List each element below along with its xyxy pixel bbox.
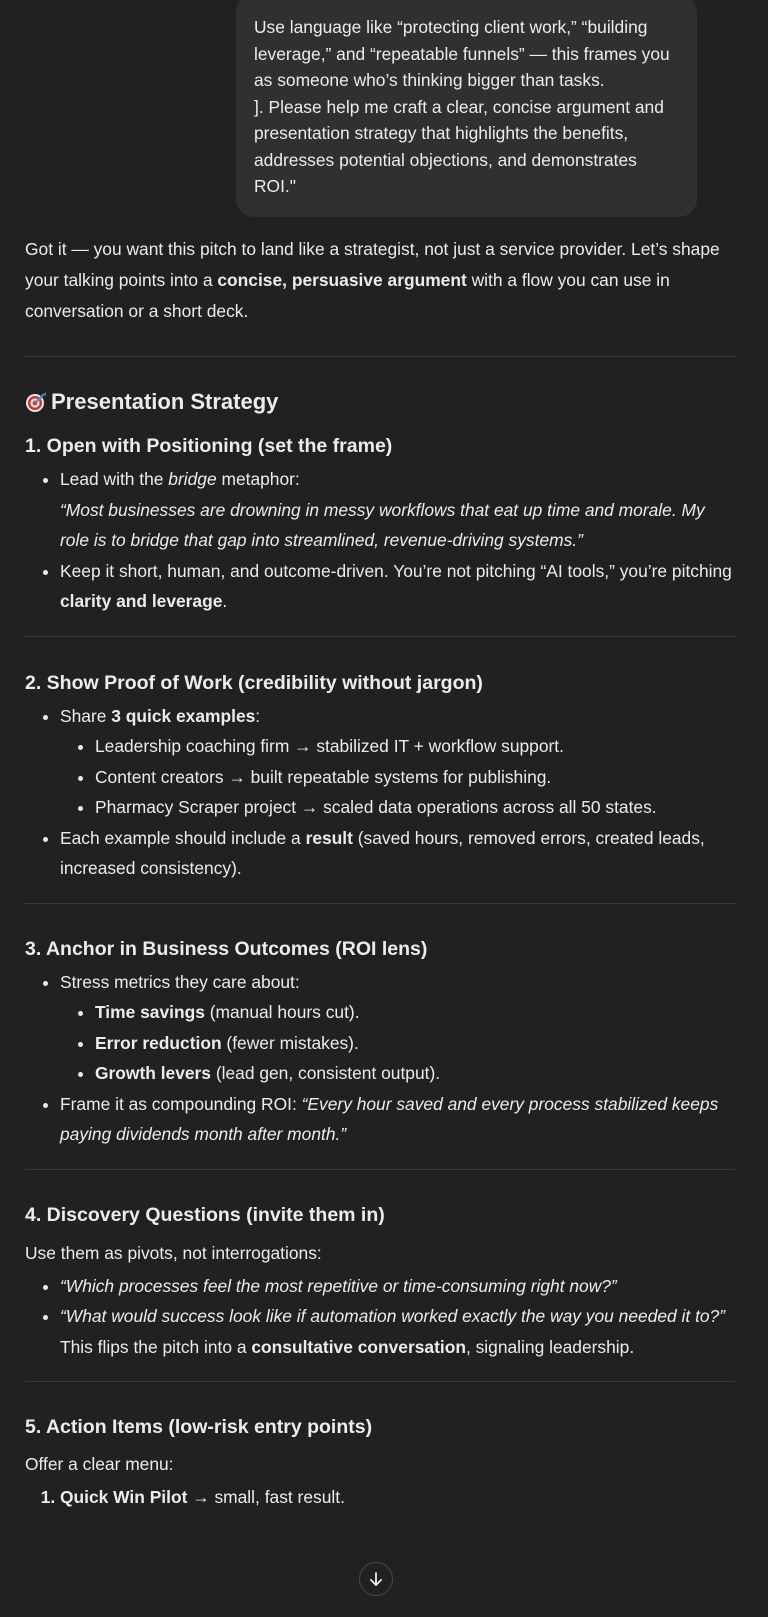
section-4-lead: Use them as pivots, not interrogations:: [25, 1242, 322, 1263]
divider: [25, 356, 735, 357]
section-3-list: [25, 967, 735, 1150]
arrow-down-icon: [367, 1570, 385, 1588]
section-4-heading: 4. Discovery Questions (invite them in): [25, 1203, 385, 1226]
section-4-list: [25, 1271, 735, 1363]
list-item: • Stress metrics they care about: • Time savings (manual hours cut). • Error reduction (fewer mistakes). • Growth levers (lead gen, consistent output).: [60, 967, 735, 1089]
example-item: • Pharmacy Scraper project → scaled data operations across all 50 states.: [95, 792, 735, 823]
example-item: • Leadership coaching firm → stabilized IT + workflow support.: [95, 731, 735, 762]
action-item: 1. Quick Win Pilot → small, fast result.: [60, 1482, 735, 1512]
section-5-list: [25, 1482, 735, 1512]
divider: [25, 903, 735, 904]
user-message-bubble: [236, 0, 697, 217]
list-item: • Each example should include a result (saved hours, removed errors, created leads, increased consistency).: [60, 823, 735, 884]
user-message-line: Use language like “protecting client work,” “building leverage,” and “repeatable funnels” — this frames you as someone who’s thinking bigger than tasks.: [254, 17, 670, 90]
list-item: • Keep it short, human, and outcome-driven. You’re not pitching “AI tools,” you’re pitching clarity and leverage.: [60, 556, 735, 617]
presentation-heading: Presentation Strategy: [25, 387, 735, 417]
scroll-to-bottom-button[interactable]: [359, 1562, 393, 1596]
divider: [25, 1169, 735, 1170]
list-item: • Share 3 quick examples: • Leadership coaching firm → stabilized IT + workflow support. • Content creators → built repeatable systems for publishing. • Pharmacy Scraper project → scaled data operations across all 50 states.: [60, 701, 735, 823]
example-item: • Content creators → built repeatable systems for publishing.: [95, 762, 735, 793]
section-3-heading: 3. Anchor in Business Outcomes (ROI lens): [25, 937, 428, 960]
section-1-list: [25, 464, 735, 617]
assistant-response: [25, 234, 735, 1512]
section-2-list: [25, 701, 735, 884]
divider: [25, 636, 735, 637]
section-5-lead: Offer a clear menu:: [25, 1454, 174, 1474]
list-item: • Lead with the bridge metaphor: “Most businesses are drowning in messy workflows that eat up time and morale. My role is to bridge that gap into streamlined, revenue-driving systems.”: [60, 464, 735, 556]
list-item: • Frame it as compounding ROI: “Every hour saved and every process stabilized keeps paying dividends month after month.”: [60, 1089, 735, 1150]
section-1-heading: 1. Open with Positioning (set the frame): [25, 435, 393, 457]
metric-item: • Growth levers (lead gen, consistent output).: [95, 1058, 735, 1089]
divider: [25, 1381, 735, 1382]
question-item: • “What would success look like if automation worked exactly the way you needed it to?” This flips the pitch into a consultative conversation, signaling leadership.: [60, 1301, 735, 1362]
intro-paragraph: Got it — you want this pitch to land like a strategist, not just a service provider. Let’s shape your talking points into a concise, persuasive argument with a flow you can use in conversation or a short deck.: [25, 239, 720, 321]
section-5-heading: 5. Action Items (low-risk entry points): [25, 1416, 373, 1438]
question-item: • “Which processes feel the most repetitive or time-consuming right now?”: [60, 1271, 735, 1302]
metric-item: • Time savings (manual hours cut).: [95, 997, 735, 1028]
user-message-line: ]. Please help me craft a clear, concise argument and presentation strategy that highlights the benefits, addresses potential objections, and demonstrates ROI.": [254, 96, 664, 196]
metric-item: • Error reduction (fewer mistakes).: [95, 1028, 735, 1059]
dart-target-icon: [25, 391, 47, 413]
section-2-heading: 2. Show Proof of Work (credibility without jargon): [25, 671, 483, 694]
